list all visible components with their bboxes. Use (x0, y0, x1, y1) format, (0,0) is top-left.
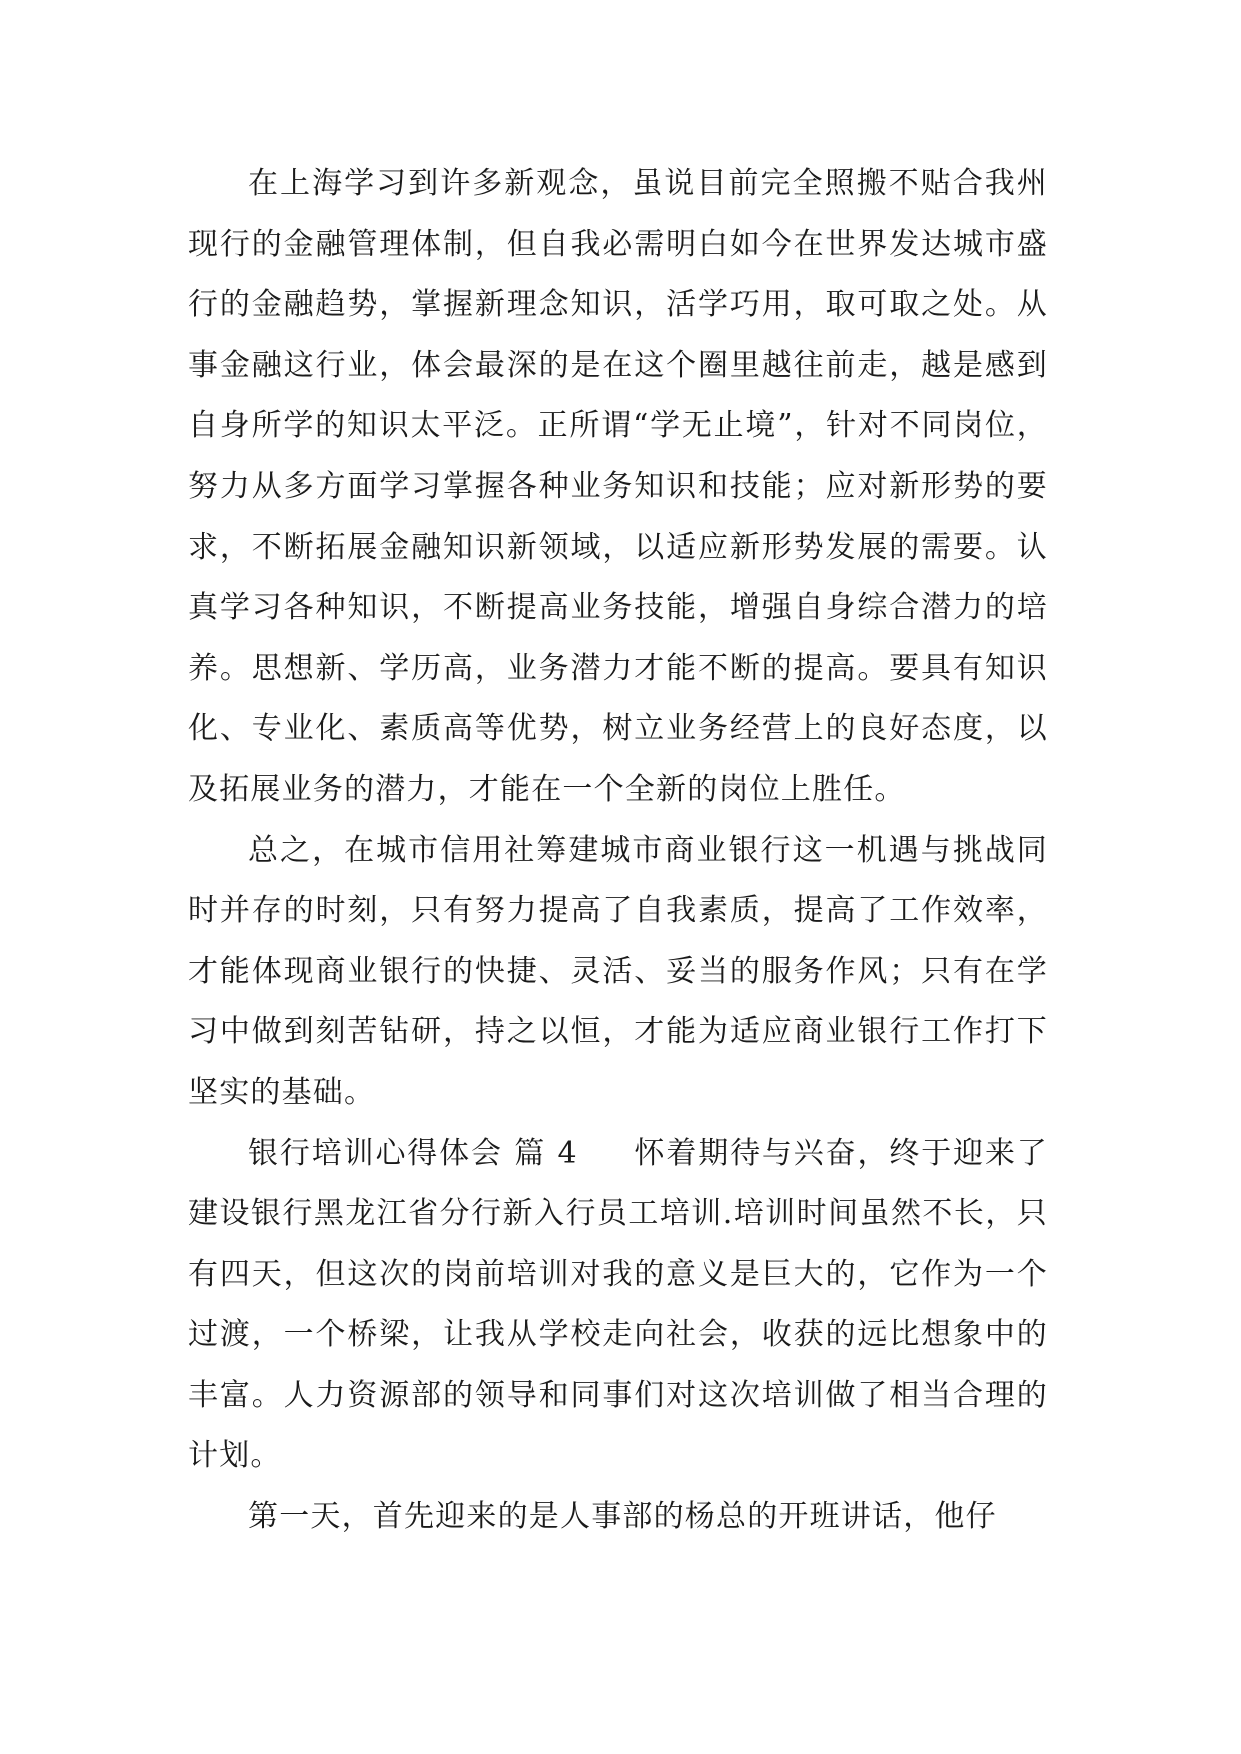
paragraph-conclusion: 总之，在城市信用社筹建城市商业银行这一机遇与挑战同时并存的时刻，只有努力提高了自我素质，提高了工作效率，才能体现商业银行的快捷、灵活、妥当的服务作风；只有在学习中做到刻苦钻研，持之以恒，才能为适应商业银行工作打下坚实的基础。 (188, 832, 1048, 1110)
paragraph-first-day: 第一天，首先迎来的是人事部的杨总的开班讲话，他仔 (248, 1499, 997, 1535)
section-intro-text: 怀着期待与兴奋，终于迎来了建设银行黑龙江省分行新入行员工培训.培训时间虽然不长，只有四天，但这次的岗前培训对我的意义是巨大的，它作为一个过渡，一个桥梁，让我从学校走向社会，收获的远比想象中的丰富。人力资源部的领导和同事们对这次培训做了相当合理的计划。 (188, 1135, 1049, 1474)
paragraph-section-4 (188, 1124, 1048, 1488)
section-heading: 银行培训心得体会 篇 4 (248, 1135, 578, 1171)
document-body (188, 154, 1048, 1548)
paragraph-shanghai-learning: 在上海学习到许多新观念，虽说目前完全照搬不贴合我州现行的金融管理体制，但自我必需明白如今在世界发达城市盛行的金融趋势，掌握新理念知识，活学巧用，取可取之处。从事金融这行业，体会最深的是在这个圈里越往前走，越是感到自身所学的知识太平泛。正所谓“学无止境”，针对不同岗位，努力从多方面学习掌握各种业务知识和技能；应对新形势的要求，不断拓展金融知识新领域，以适应新形势发展的需要。认真学习各种知识，不断提高业务技能，增强自身综合潜力的培养。思想新、学历高，业务潜力才能不断的提高。要具有知识化、专业化、素质高等优势，树立业务经营上的良好态度，以及拓展业务的潜力，才能在一个全新的岗位上胜任。 (188, 166, 1048, 807)
